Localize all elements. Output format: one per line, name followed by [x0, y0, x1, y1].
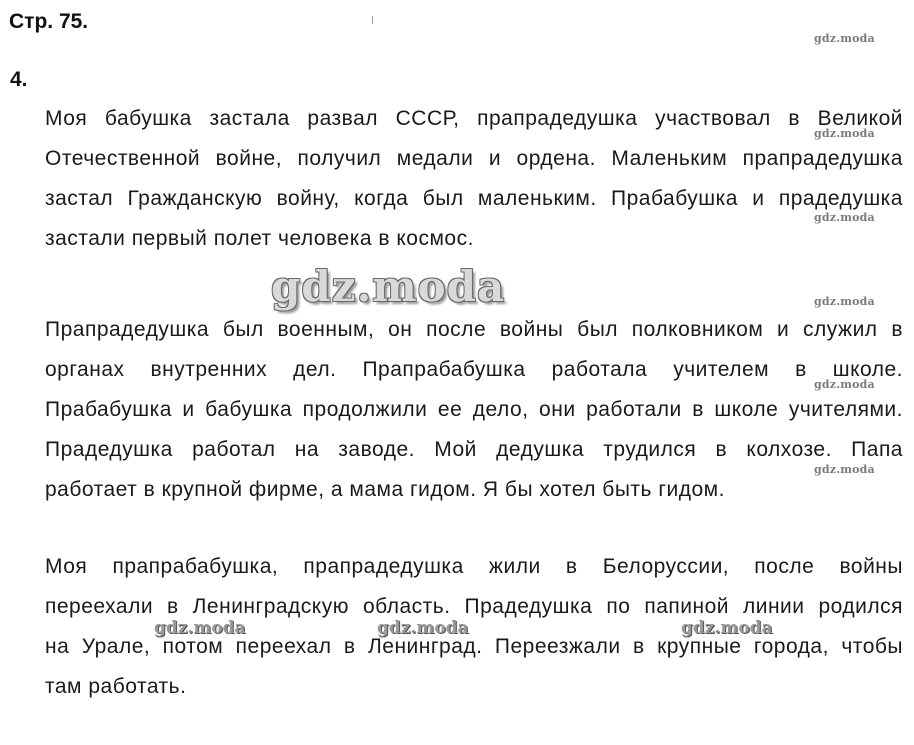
watermark: gdz.moda [681, 618, 773, 638]
text-line: застал Гражданскую войну, когда был маленьким. Прабабушка и прадедушка [45, 187, 903, 210]
watermark: gdz.moda [814, 295, 875, 308]
text-line: там работать. [45, 675, 187, 698]
watermark: gdz.moda [814, 211, 875, 224]
watermark: gdz.moda [377, 618, 469, 638]
text-line: Прадедушка работал на заводе. Мой дедушка трудился в колхозе. Папа [45, 438, 903, 461]
watermark: gdz.moda [154, 618, 246, 638]
task-number: 4. [10, 68, 28, 91]
text-line: Прапрадедушка был военным, он после войны был полковником и служил в [45, 318, 903, 341]
text-line: работает в крупной фирме, а мама гидом. Я бы хотел быть гидом. [45, 478, 725, 501]
text-line: переехали в Ленинградскую область. Прадедушка по папиной линии родился [45, 595, 903, 618]
text-line: Отечественной войне, получил медали и ордена. Маленьким прапрадедушка [45, 147, 903, 170]
text-line: Моя прапрабабушка, прапрадедушка жили в Белоруссии, после войны [45, 555, 903, 578]
text-line: Моя бабушка застала развал СССР, прапрадедушка участвовал в Великой [45, 107, 903, 130]
text-line: органах внутренних дел. Прапрабабушка работала учителем в школе. [45, 358, 903, 381]
page-number: Стр. 75. [9, 10, 89, 33]
watermark: gdz.moda [814, 32, 875, 45]
text-line: застали первый полет человека в космос. [45, 227, 474, 250]
paragraph-1 [45, 99, 903, 259]
text-line: на Урале, потом переехал в Ленинград. Переезжали в крупные города, чтобы [45, 635, 903, 658]
watermark: gdz.moda [814, 127, 875, 140]
watermark-large: gdz.moda [271, 262, 506, 311]
text-line: Прабабушка и бабушка продолжили ее дело, они работали в школе учителями. [45, 398, 903, 421]
scan-artifact [372, 16, 373, 24]
watermark: gdz.moda [814, 463, 875, 476]
paragraph-2 [45, 310, 903, 510]
watermark: gdz.moda [814, 378, 875, 391]
